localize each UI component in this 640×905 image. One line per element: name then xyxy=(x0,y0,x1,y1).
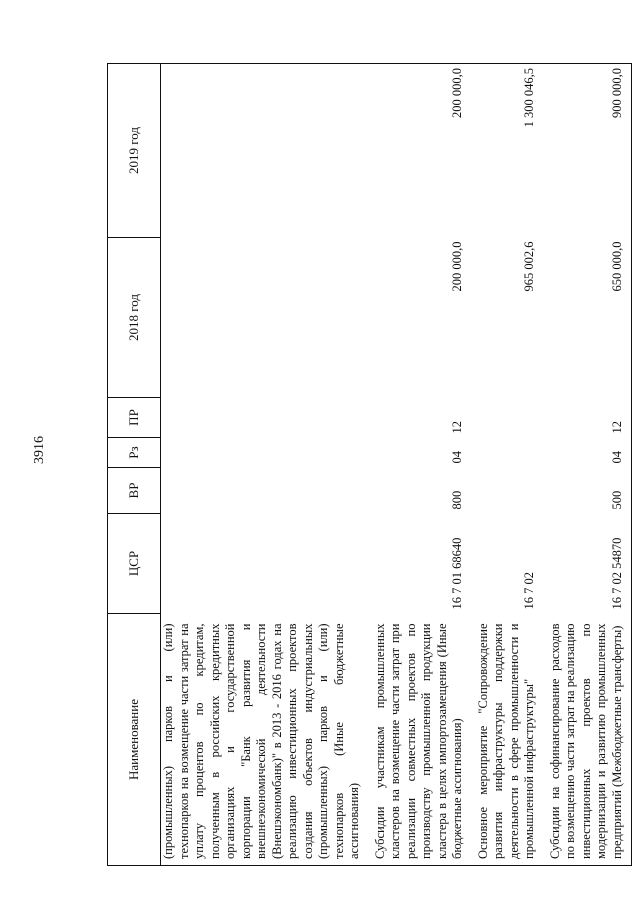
table-row xyxy=(472,64,544,866)
row-pr xyxy=(472,398,544,438)
row-pr: 12 xyxy=(450,421,464,434)
table-row xyxy=(544,64,632,866)
row-pr: 12 xyxy=(544,398,632,438)
row-csr: 16 7 01 68640 xyxy=(450,537,464,610)
row-csr: 16 7 02 54870 xyxy=(544,514,632,614)
row-2018: 200 000,0 xyxy=(450,241,464,292)
row-name: Основное мероприятие "Сопровождение развития инфраструктуры поддержки деятельности в сфере промышленности и промышленной инфраструктуры" xyxy=(472,614,544,866)
row-name: Субсидии участникам промышленных кластеров на возмещение части затрат при реализации совместных проектов по производству промышленной продукции кластера в целях импортозамещения (Иные бюджетные ассигнования) xyxy=(369,614,472,866)
row-2018: 965 002,6 xyxy=(522,241,536,292)
header-row xyxy=(108,64,161,866)
row-csr: 16 7 02 xyxy=(522,572,536,610)
header-2018: 2018 год xyxy=(108,238,161,398)
page-number: 3916 xyxy=(32,436,47,464)
row-name: (промышленных) парков и (или) технопарков на возмещение части затрат на уплату процентов по кредитам, полученным в российских кредитных организациях и государственной корпорации "Банк развития и внешнеэкономической деятельности (Внешэкономбанк)" в 2013 - 2016 годах на реализацию инвестиционных проектов создания объектов индустриальных (промышленных) парков и (или) технопарков (Иные бюджетные ассигнования) xyxy=(161,614,369,866)
row-2018 xyxy=(161,238,369,398)
budget-table xyxy=(107,63,632,866)
row-vr xyxy=(161,468,369,514)
row-rz xyxy=(472,438,544,468)
row-2019: 900 000,0 xyxy=(544,64,632,238)
row-vr xyxy=(472,468,544,514)
row-rz: 04 xyxy=(450,451,464,464)
header-rz: Рз xyxy=(108,438,161,468)
row-pr xyxy=(161,398,369,438)
row-vr: 500 xyxy=(544,468,632,514)
header-vr: ВР xyxy=(108,468,161,514)
row-rz xyxy=(161,438,369,468)
header-pr: ПР xyxy=(108,398,161,438)
row-2018: 650 000,0 xyxy=(544,238,632,398)
row-2019: 200 000,0 xyxy=(369,64,472,238)
table-row xyxy=(369,64,472,866)
row-rz: 04 xyxy=(544,438,632,468)
table-row xyxy=(161,64,369,866)
row-name: Субсидии на софинансирование расходов по возмещению части затрат на реализацию инвестиционных проектов по модернизации и развитию промышленных предприятий (Межбюджетные трансферты) xyxy=(544,614,632,866)
header-name: Наименование xyxy=(108,614,161,866)
row-2019: 1 300 046,5 xyxy=(472,64,544,238)
budget-table-wrapper xyxy=(107,64,637,866)
header-2019: 2019 год xyxy=(108,64,161,238)
header-csr: ЦСР xyxy=(108,514,161,614)
row-vr: 800 xyxy=(450,490,464,510)
row-csr xyxy=(161,514,369,614)
row-2019 xyxy=(161,64,369,238)
